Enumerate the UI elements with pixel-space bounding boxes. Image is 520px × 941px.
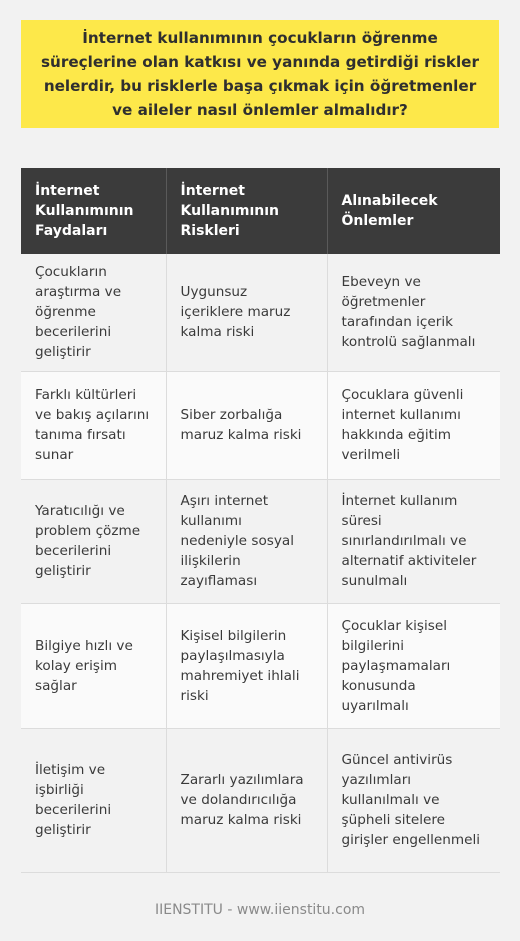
footer-credit: IIENSTITU - www.iienstitu.com [154, 902, 366, 918]
table-row [21, 603, 500, 728]
cell-risk: Aşırı internet kullanımı nedeniyle sosyal ilişkilerin zayıflaması [166, 479, 327, 603]
cell-risk: Siber zorbalığa maruz kalma riski [166, 371, 327, 479]
table-row [21, 728, 500, 872]
cell-precaution: Çocuklar kişisel bilgilerini paylaşmamaları konusunda uyarılmalı [327, 603, 500, 728]
cell-benefit: Yaratıcılığı ve problem çözme becerilerini geliştirir [21, 479, 166, 603]
table-row [21, 479, 500, 603]
cell-precaution: Ebeveyn ve öğretmenler tarafından içerik kontrolü sağlanmalı [327, 254, 500, 371]
cell-risk: Zararlı yazılımlara ve dolandırıcılığa maruz kalma riski [166, 728, 327, 872]
cell-risk: Uygunsuz içeriklere maruz kalma riski [166, 254, 327, 371]
table-header-row [21, 168, 500, 254]
table-row [21, 254, 500, 371]
cell-precaution: İnternet kullanım süresi sınırlandırılmalı ve alternatif aktiviteler sunulmalı [327, 479, 500, 603]
question-box [21, 20, 499, 128]
header-benefits: İnternet Kullanımının Faydaları [21, 168, 166, 254]
table-row [21, 371, 500, 479]
cell-benefit: Bilgiye hızlı ve kolay erişim sağlar [21, 603, 166, 728]
cell-benefit: İletişim ve işbirliği becerilerini geliştirir [21, 728, 166, 872]
question-text: İnternet kullanımının çocukların öğrenme süreçlerine olan katkısı ve yanında getirdiği riskler nelerdir, bu risklerle başa çıkmak için öğretmenler ve aileler nasıl önlemler almalıdır? [41, 29, 479, 119]
header-precautions: Alınabilecek Önlemler [327, 168, 500, 254]
cell-risk: Kişisel bilgilerin paylaşılmasıyla mahremiyet ihlali riski [166, 603, 327, 728]
header-risks: İnternet Kullanımının Riskleri [166, 168, 327, 254]
cell-precaution: Çocuklara güvenli internet kullanımı hakkında eğitim verilmeli [327, 371, 500, 479]
cell-benefit: Farklı kültürleri ve bakış açılarını tanıma fırsatı sunar [21, 371, 166, 479]
cell-precaution: Güncel antivirüs yazılımları kullanılmalı ve şüpheli sitelere girişler engellenmeli [327, 728, 500, 872]
comparison-table [21, 168, 500, 873]
cell-benefit: Çocukların araştırma ve öğrenme becerilerini geliştirir [21, 254, 166, 371]
